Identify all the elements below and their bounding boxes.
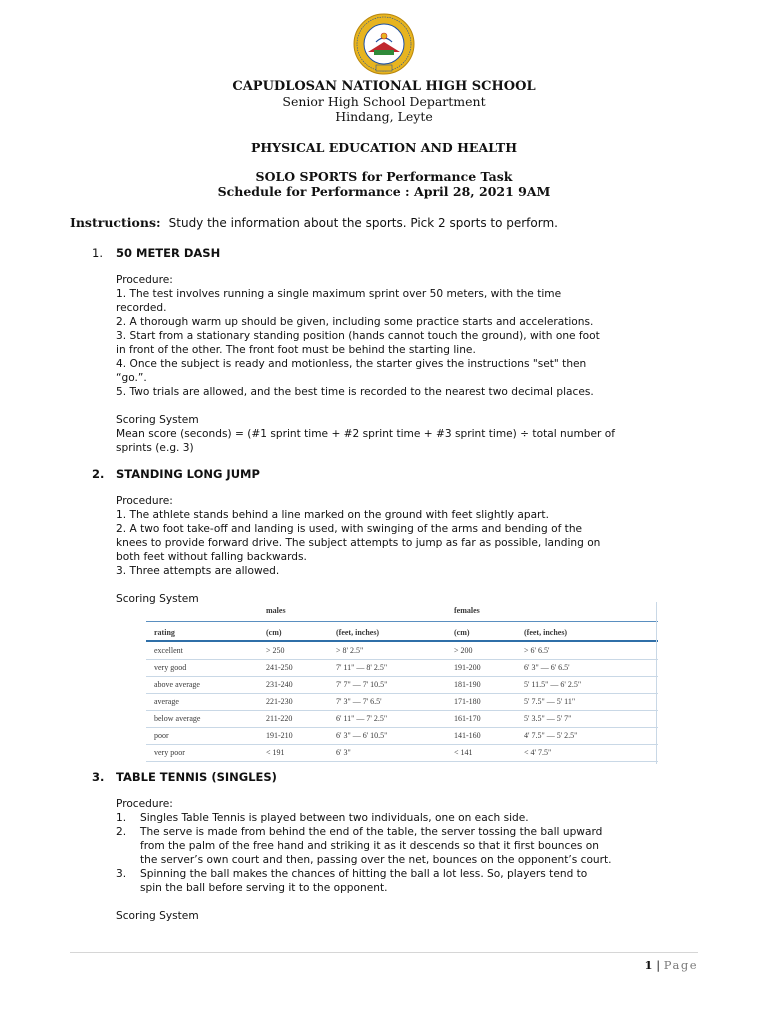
list-item-line: spin the ball before serving it to the opponent. <box>140 882 388 894</box>
table-cell: above average <box>154 680 200 689</box>
table-cell: < 141 <box>454 748 473 757</box>
table-cell: 141-160 <box>454 731 481 740</box>
table-header-cell: (cm) <box>266 628 282 637</box>
table-row <box>146 744 658 761</box>
section-number: 1. <box>92 246 103 260</box>
table-cell: 7' 7" — 7' 10.5" <box>336 680 388 689</box>
section-standing-long-jump-body <box>116 494 696 606</box>
procedure-line: 4. Once the subject is ready and motionless, the starter gives the instructions "set" then <box>116 358 587 370</box>
long-jump-rating-table <box>146 602 658 764</box>
list-item-number: 1. <box>116 812 127 824</box>
table-cell: average <box>154 697 179 706</box>
table-row <box>146 727 658 744</box>
procedure-line: 2. A two foot take-off and landing is used, with swinging of the arms and bending of the <box>116 523 583 535</box>
table-header-cell: (feet, inches) <box>336 628 380 637</box>
procedure-line: knees to provide forward drive. The subject attempts to jump as far as possible, landing on <box>116 537 601 549</box>
table-cell: 191-200 <box>454 663 481 672</box>
scoring-line: sprints (e.g. 3) <box>116 442 194 454</box>
scoring-label: Scoring System <box>116 593 199 605</box>
table-cell: 6' 3" <box>336 748 351 757</box>
table-header-cell: (cm) <box>454 628 470 637</box>
procedure-line: “go.”. <box>116 372 147 384</box>
page-number: 1 <box>644 958 653 972</box>
table-cell: poor <box>154 731 169 740</box>
list-item-line: Singles Table Tennis is played between two individuals, one on each side. <box>140 812 529 824</box>
table-row <box>146 659 658 676</box>
procedure-line: 2. A thorough warm up should be given, including some practice starts and accelerations. <box>116 316 594 328</box>
list-item <box>116 811 696 825</box>
subject-title: PHYSICAL EDUCATION AND HEALTH <box>250 140 518 155</box>
section-title: 50 METER DASH <box>116 246 221 260</box>
footer-divider <box>70 952 698 953</box>
schedule-line: Schedule for Performance : April 28, 2021 9AM <box>217 184 551 199</box>
table-cell: 7' 3" — 7' 6.5' <box>336 697 382 706</box>
procedure-line: recorded. <box>116 302 167 314</box>
procedure-label: Procedure: <box>116 495 173 507</box>
list-item-line: the server’s own court and then, passing over the net, bounces on the opponent’s court. <box>140 854 612 866</box>
instructions-text: Study the information about the sports. Pick 2 sports to perform. <box>168 216 558 230</box>
table-cell: > 200 <box>454 646 473 655</box>
page-label: Page <box>663 958 698 972</box>
procedure-label: Procedure: <box>116 798 173 810</box>
page-footer <box>600 958 698 972</box>
table-row <box>146 642 658 659</box>
table-group-males: males <box>266 606 286 615</box>
table-cell: > 8' 2.5" <box>336 646 364 655</box>
procedure-label: Procedure: <box>116 274 173 286</box>
table-cell: 221-230 <box>266 697 293 706</box>
table-cell: very good <box>154 663 187 672</box>
table-cell: 171-180 <box>454 697 481 706</box>
school-location: Hindang, Leyte <box>335 109 433 124</box>
section-50-meter-dash-title <box>92 246 220 260</box>
table-cell: 4' 7.5" — 5' 2.5" <box>524 731 578 740</box>
table-cell: 5' 3.5" — 5' 7" <box>524 714 572 723</box>
table-cell: 7' 11" — 8' 2.5" <box>336 663 388 672</box>
table-cell: 5' 7.5" — 5' 11" <box>524 697 576 706</box>
procedure-line: 5. Two trials are allowed, and the best time is recorded to the nearest two decimal places. <box>116 386 594 398</box>
table-group-females: females <box>454 606 480 615</box>
task-title: SOLO SPORTS for Performance Task <box>255 169 513 184</box>
table-cell: 191-210 <box>266 731 293 740</box>
table-cell: 6' 3" — 6' 6.5' <box>524 663 570 672</box>
section-number: 3. <box>92 770 105 784</box>
table-cell: > 250 <box>266 646 285 655</box>
section-title: TABLE TENNIS (SINGLES) <box>116 770 277 784</box>
table-header-cell: (feet, inches) <box>524 628 568 637</box>
list-item-number: 2. <box>116 826 127 838</box>
table-cell: 6' 11" — 7' 2.5" <box>336 714 388 723</box>
scoring-label: Scoring System <box>116 910 199 922</box>
procedure-line: 1. The athlete stands behind a line marked on the ground with feet slightly apart. <box>116 509 549 521</box>
list-item-line: from the palm of the free hand and striking it as it descends so that it first bounces on <box>140 840 599 852</box>
table-cell: 241-250 <box>266 663 293 672</box>
scoring-line: Mean score (seconds) = (#1 sprint time + #2 sprint time + #3 sprint time) ÷ total number of <box>116 428 615 440</box>
list-item-line: Spinning the ball makes the chances of hitting the ball a lot less. So, players tend to <box>140 868 588 880</box>
table-cell: 6' 3" — 6' 10.5" <box>336 731 388 740</box>
section-table-tennis-title <box>92 770 277 784</box>
table-cell: 231-240 <box>266 680 293 689</box>
procedure-line: in front of the other. The front foot must be behind the starting line. <box>116 344 476 356</box>
table-row <box>146 710 658 727</box>
table-cell: < 191 <box>266 748 285 757</box>
section-title: STANDING LONG JUMP <box>116 467 260 481</box>
section-50-meter-dash-body <box>116 273 696 455</box>
school-seal-logo <box>346 12 422 76</box>
section-number: 2. <box>92 467 105 481</box>
list-item-number: 3. <box>116 868 127 880</box>
instructions-label: Instructions: <box>70 215 161 230</box>
table-row <box>146 676 658 693</box>
procedure-line: 1. The test involves running a single maximum sprint over 50 meters, with the time <box>116 288 562 300</box>
table-cell: 181-190 <box>454 680 481 689</box>
table-header-cell: rating <box>154 628 175 637</box>
table-cell: > 6' 6.5' <box>524 646 550 655</box>
table-cell: very poor <box>154 748 185 757</box>
table-cell: < 4' 7.5" <box>524 748 552 757</box>
list-item <box>116 825 696 867</box>
school-name: CAPUDLOSAN NATIONAL HIGH SCHOOL <box>232 79 536 94</box>
table-cell: excellent <box>154 646 183 655</box>
department-name: Senior High School Department <box>282 94 486 109</box>
table-cell: 211-220 <box>266 714 293 723</box>
footer-separator: | <box>656 958 661 972</box>
instructions <box>70 215 558 230</box>
table-cell: 161-170 <box>454 714 481 723</box>
table-cell: 5' 11.5" — 6' 2.5" <box>524 680 582 689</box>
scoring-label: Scoring System <box>116 414 199 426</box>
section-table-tennis-body <box>116 797 696 923</box>
procedure-line: 3. Three attempts are allowed. <box>116 565 280 577</box>
table-cell: below average <box>154 714 201 723</box>
procedure-line: both feet without falling backwards. <box>116 551 307 563</box>
table-row <box>146 693 658 710</box>
list-item-line: The serve is made from behind the end of the table, the server tossing the ball upward <box>140 826 603 838</box>
list-item <box>116 867 696 895</box>
procedure-line: 3. Start from a stationary standing position (hands cannot touch the ground), with one foot <box>116 330 600 342</box>
section-standing-long-jump-title <box>92 467 260 481</box>
